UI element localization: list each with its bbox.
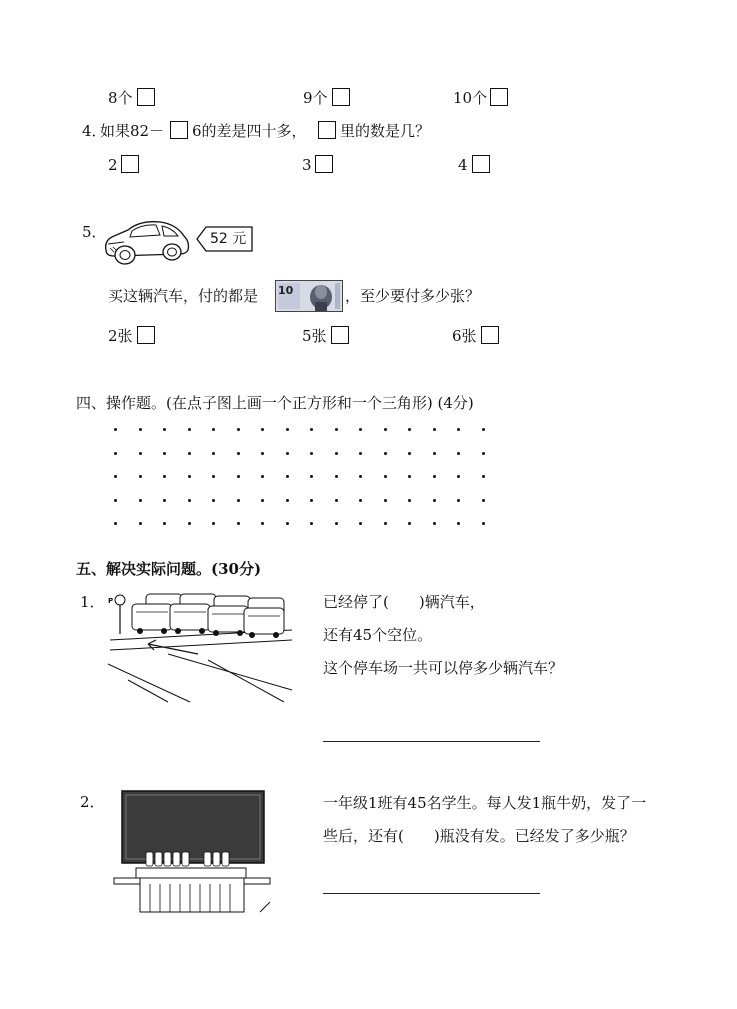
q5-option-b-label: 5张 [302, 327, 327, 345]
grid-dot [261, 475, 264, 478]
dot-grid[interactable] [110, 424, 485, 526]
q5-option-c-checkbox[interactable] [481, 326, 499, 344]
grid-dot [188, 522, 191, 525]
grid-dot [335, 499, 338, 502]
grid-dot [384, 499, 387, 502]
q4-text-suffix: 里的数是几？ [340, 122, 431, 140]
grid-dot [359, 428, 362, 431]
grid-dot [139, 522, 142, 525]
q5-prompt-post: ，至少要付多少张？ [345, 287, 481, 305]
grid-dot [188, 475, 191, 478]
q4-blank-box[interactable] [170, 121, 188, 139]
q5-prompt-pre: 买这辆汽车，付的都是 [108, 287, 259, 305]
q4-text-prefix: 如果82－ [100, 122, 165, 140]
grid-dot [457, 428, 460, 431]
grid-dot [384, 522, 387, 525]
grid-dot [482, 475, 485, 478]
q4-blank-box-ref [318, 121, 336, 139]
grid-dot [114, 499, 117, 502]
grid-dot [114, 475, 117, 478]
q3-option-b-label: 9个 [303, 89, 328, 107]
p2-number: 2． [80, 793, 105, 811]
q4-option-a-label: 2 [108, 156, 118, 174]
p1-answer-line[interactable] [323, 741, 540, 742]
grid-dot [237, 475, 240, 478]
grid-dot [408, 428, 411, 431]
grid-dot [139, 499, 142, 502]
grid-dot [433, 452, 436, 455]
grid-dot [139, 452, 142, 455]
p1-line2: 还有45个空位。 [323, 626, 433, 644]
grid-dot [163, 452, 166, 455]
grid-dot [286, 428, 289, 431]
grid-dot [384, 475, 387, 478]
q4-option-b-checkbox[interactable] [315, 155, 333, 173]
grid-dot [188, 452, 191, 455]
p1-number: 1． [80, 593, 105, 611]
q4-option-a-checkbox[interactable] [121, 155, 139, 173]
grid-dot [212, 475, 215, 478]
grid-dot [310, 428, 313, 431]
grid-dot [433, 522, 436, 525]
q4-number: 4． [82, 122, 107, 140]
p2-line2: 些后，还有( )瓶没有发。已经发了多少瓶？ [323, 827, 635, 845]
grid-dot [335, 522, 338, 525]
grid-dot [482, 522, 485, 525]
grid-dot [482, 499, 485, 502]
grid-dot [286, 499, 289, 502]
grid-dot [139, 475, 142, 478]
grid-dot [335, 452, 338, 455]
grid-dot [482, 428, 485, 431]
grid-dot [457, 499, 460, 502]
p1-line3: 这个停车场一共可以停多少辆汽车？ [323, 659, 564, 677]
grid-dot [286, 522, 289, 525]
parking-lot-illustration [108, 590, 292, 702]
grid-dot [433, 499, 436, 502]
q4-option-c-checkbox[interactable] [472, 155, 490, 173]
grid-dot [482, 452, 485, 455]
q5-number: 5． [82, 223, 107, 241]
q5-option-a-checkbox[interactable] [137, 326, 155, 344]
q4-option-b-label: 3 [302, 156, 312, 174]
q3-option-a-checkbox[interactable] [137, 88, 155, 106]
grid-dot [237, 428, 240, 431]
grid-dot [163, 522, 166, 525]
q4-text-mid: 6的差是四十多， [192, 122, 307, 140]
q3-option-a-label: 8个 [108, 89, 133, 107]
grid-dot [408, 499, 411, 502]
blackboard-milk-illustration [110, 790, 276, 912]
p2-line1: 一年级1班有45名学生。每人发1瓶牛奶，发了一 [323, 794, 647, 812]
grid-dot [310, 475, 313, 478]
grid-dot [359, 522, 362, 525]
q4-option-c-label: 4 [458, 156, 468, 174]
grid-dot [359, 499, 362, 502]
q5-option-b-checkbox[interactable] [331, 326, 349, 344]
grid-dot [286, 452, 289, 455]
grid-dot [457, 522, 460, 525]
grid-dot [310, 499, 313, 502]
grid-dot [212, 452, 215, 455]
q3-option-b-checkbox[interactable] [332, 88, 350, 106]
grid-dot [335, 475, 338, 478]
grid-dot [261, 452, 264, 455]
grid-dot [212, 522, 215, 525]
grid-dot [433, 475, 436, 478]
grid-dot [408, 475, 411, 478]
grid-dot [457, 475, 460, 478]
grid-dot [237, 499, 240, 502]
grid-dot [286, 475, 289, 478]
grid-dot [212, 428, 215, 431]
grid-dot [457, 452, 460, 455]
q3-option-c-label: 10个 [453, 89, 488, 107]
grid-dot [188, 499, 191, 502]
price-tag-text: 52 元 [210, 231, 247, 247]
section4-heading: 四、操作题。(在点子图上画一个正方形和一个三角形) (4分) [76, 394, 474, 412]
grid-dot [114, 428, 117, 431]
banknote-value: 10 [278, 284, 294, 297]
grid-dot [114, 522, 117, 525]
grid-dot [408, 522, 411, 525]
car-illustration [100, 216, 192, 268]
grid-dot [139, 428, 142, 431]
grid-dot [433, 428, 436, 431]
grid-dot [114, 452, 117, 455]
grid-dot [310, 452, 313, 455]
q5-option-c-label: 6张 [452, 327, 477, 345]
grid-dot [359, 475, 362, 478]
grid-dot [237, 452, 240, 455]
grid-dot [261, 499, 264, 502]
grid-dot [261, 522, 264, 525]
p1-line1: 已经停了( )辆汽车， [323, 593, 485, 611]
grid-dot [237, 522, 240, 525]
grid-dot [163, 475, 166, 478]
grid-dot [261, 428, 264, 431]
grid-dot [359, 452, 362, 455]
grid-dot [163, 499, 166, 502]
p2-answer-line[interactable] [323, 893, 540, 894]
grid-dot [163, 428, 166, 431]
parking-sign-letter: P [108, 597, 114, 605]
q3-option-c-checkbox[interactable] [490, 88, 508, 106]
grid-dot [335, 428, 338, 431]
grid-dot [188, 428, 191, 431]
grid-dot [408, 452, 411, 455]
grid-dot [310, 522, 313, 525]
q5-option-a-label: 2张 [108, 327, 133, 345]
grid-dot [212, 499, 215, 502]
grid-dot [384, 452, 387, 455]
grid-dot [384, 428, 387, 431]
section5-heading: 五、解决实际问题。(30分) [76, 560, 262, 578]
